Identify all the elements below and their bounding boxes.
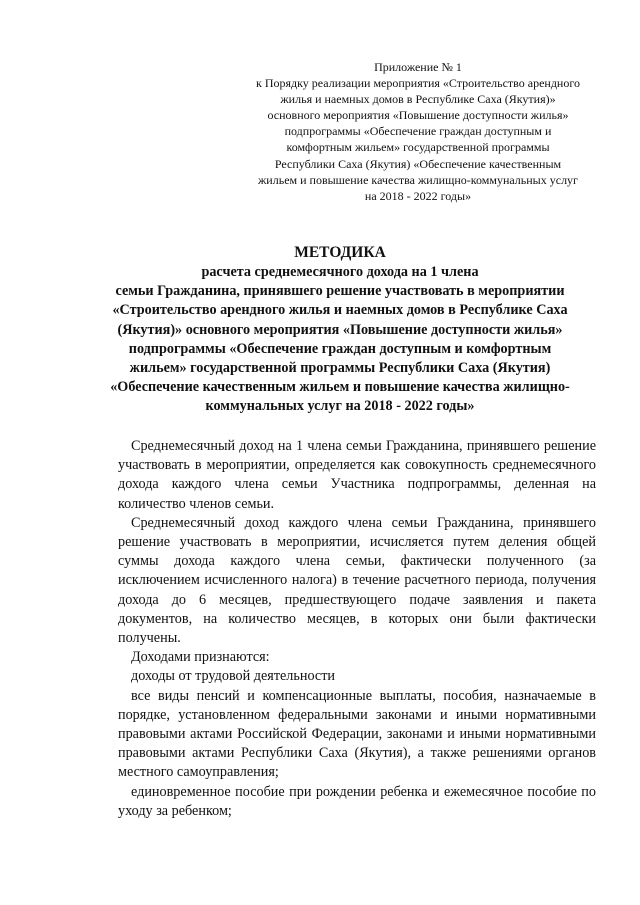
appendix-line: к Порядку реализации мероприятия «Строительство арендного (256, 76, 580, 91)
appendix-header (236, 59, 600, 204)
body-paragraph: Доходами признаются: (131, 649, 270, 666)
title-line: коммунальных услуг на 2018 - 2022 годы» (205, 398, 475, 415)
title-line: расчета среднемесячного дохода на 1 члена (201, 264, 479, 280)
title-main: МЕТОДИКА (294, 244, 386, 261)
title-line: жильем» государственной программы Республики Саха (Якутия) (129, 360, 551, 377)
appendix-line: основного мероприятия «Повышение доступности жилья» (267, 108, 569, 123)
title-line: «Строительство арендного жилья и наемных домов в Республике Саха (112, 302, 568, 319)
title-line: (Якутия)» основного мероприятия «Повышение доступности жилья» (117, 321, 563, 338)
appendix-line: Республики Саха (Якутия) «Обеспечение качественным (274, 156, 562, 171)
appendix-line: на 2018 - 2022 годы» (364, 188, 472, 203)
title-line: «Обеспечение качественным жильем и повышение качества жилищно- (110, 379, 570, 396)
title-line: подпрограммы «Обеспечение граждан доступным и комфортным (128, 340, 552, 357)
appendix-line: жилья и наемных домов в Республике Саха (Якутия)» (280, 92, 556, 107)
appendix-line: комфортным жильем» государственной программы (286, 140, 550, 155)
document-title (88, 243, 592, 417)
title-line: семьи Гражданина, принявшего решение участвовать в мероприятии (115, 283, 565, 300)
appendix-line: Приложение № 1 (374, 60, 462, 74)
appendix-line: жильем и повышение качества жилищно-коммунальных услуг (258, 172, 578, 187)
body-paragraph: доходы от трудовой деятельности (131, 668, 335, 685)
body-paragraph: единовременное пособие при рождении ребенка и ежемесячное пособие по уходу за ребенком; (118, 783, 596, 819)
body-paragraph: Среднемесячный доход на 1 члена семьи Гражданина, принявшего решение участвовать в мероприятии, определяется как совокупность среднемесячного дохода каждого члена семьи Участника подпрограммы, деленная на количество членов семьи. (118, 438, 596, 512)
document-body (118, 437, 596, 821)
appendix-line: подпрограммы «Обеспечение граждан доступным и (284, 124, 552, 139)
body-paragraph: все виды пенсий и компенсационные выплаты, пособия, назначаемые в порядке, установленном федеральными законами и иными нормативными правовыми актами Российской Федерации, законами и иными нормативными правовыми актами Республики Саха (Якутия), а также решениями органов местного самоуправления; (118, 687, 596, 781)
body-paragraph: Среднемесячный доход каждого члена семьи Гражданина, принявшего решение участвовать в мероприятии, исчисляется путем деления общей суммы дохода каждого члена семьи, фактически полученного (за исключением исчисленного налога) в течение расчетного периода, получения дохода до 6 месяцев, предшествующего подаче заявления и пакета документов, на количество месяцев, в которых они были фактически получены. (118, 514, 596, 647)
